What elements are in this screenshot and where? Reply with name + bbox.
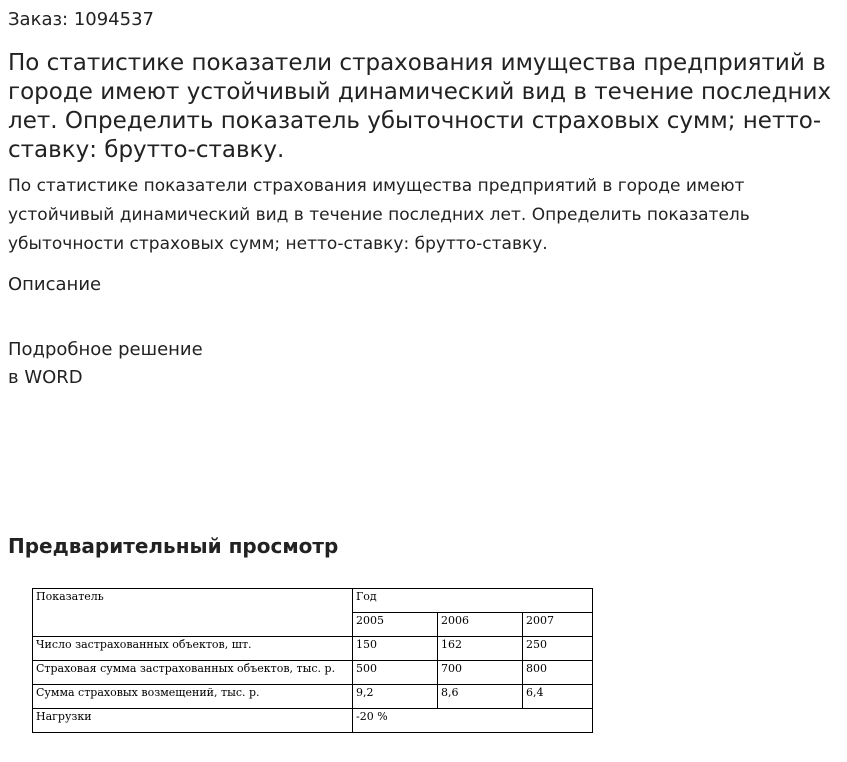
row-value: 800 bbox=[523, 661, 593, 685]
year-header-cell: Год bbox=[353, 589, 593, 613]
solution-line-1: Подробное решение bbox=[8, 339, 203, 360]
row-value: 700 bbox=[438, 661, 523, 685]
preview-heading: Предварительный просмотр bbox=[8, 534, 339, 558]
row-value: -20 % bbox=[353, 709, 593, 733]
row-value: 500 bbox=[353, 661, 438, 685]
year-cell: 2006 bbox=[438, 613, 523, 637]
preview-table bbox=[32, 588, 593, 733]
row-value: 9,2 bbox=[353, 685, 438, 709]
table-row-load bbox=[33, 709, 593, 733]
table-row bbox=[33, 637, 593, 661]
row-value: 150 bbox=[353, 637, 438, 661]
row-label: Нагрузки bbox=[33, 709, 353, 733]
row-value: 8,6 bbox=[438, 685, 523, 709]
description-label: Описание bbox=[8, 274, 102, 295]
table-row bbox=[33, 685, 593, 709]
task-description: По статистике показатели страхования имущества предприятий в городе имеют устойчивый динамический вид в течение последних лет. Определить показатель убыточности страховых сумм; нетто-ставку: брутто-ставку. bbox=[8, 176, 750, 254]
row-label: Страховая сумма застрахованных объектов, тыс. р. bbox=[33, 661, 353, 685]
row-value: 6,4 bbox=[523, 685, 593, 709]
row-label: Сумма страховых возмещений, тыс. р. bbox=[33, 685, 353, 709]
preview-image bbox=[32, 588, 593, 733]
table-header-row bbox=[33, 589, 593, 613]
row-value: 250 bbox=[523, 637, 593, 661]
order-number: Заказ: 1094537 bbox=[8, 9, 154, 30]
year-cell: 2007 bbox=[523, 613, 593, 637]
indicator-header-cell: Показатель bbox=[33, 589, 353, 637]
table-row bbox=[33, 661, 593, 685]
solution-info bbox=[8, 336, 203, 392]
year-cell: 2005 bbox=[353, 613, 438, 637]
solution-line-2: в WORD bbox=[8, 367, 83, 388]
row-value: 162 bbox=[438, 637, 523, 661]
row-label: Число застрахованных объектов, шт. bbox=[33, 637, 353, 661]
page-title: По статистике показатели страхования имущества предприятий в городе имеют устойчивый динамический вид в течение последних лет. Определить показатель убыточности страховых сумм; нетто-ставку: брутто-ставку. bbox=[8, 50, 832, 163]
